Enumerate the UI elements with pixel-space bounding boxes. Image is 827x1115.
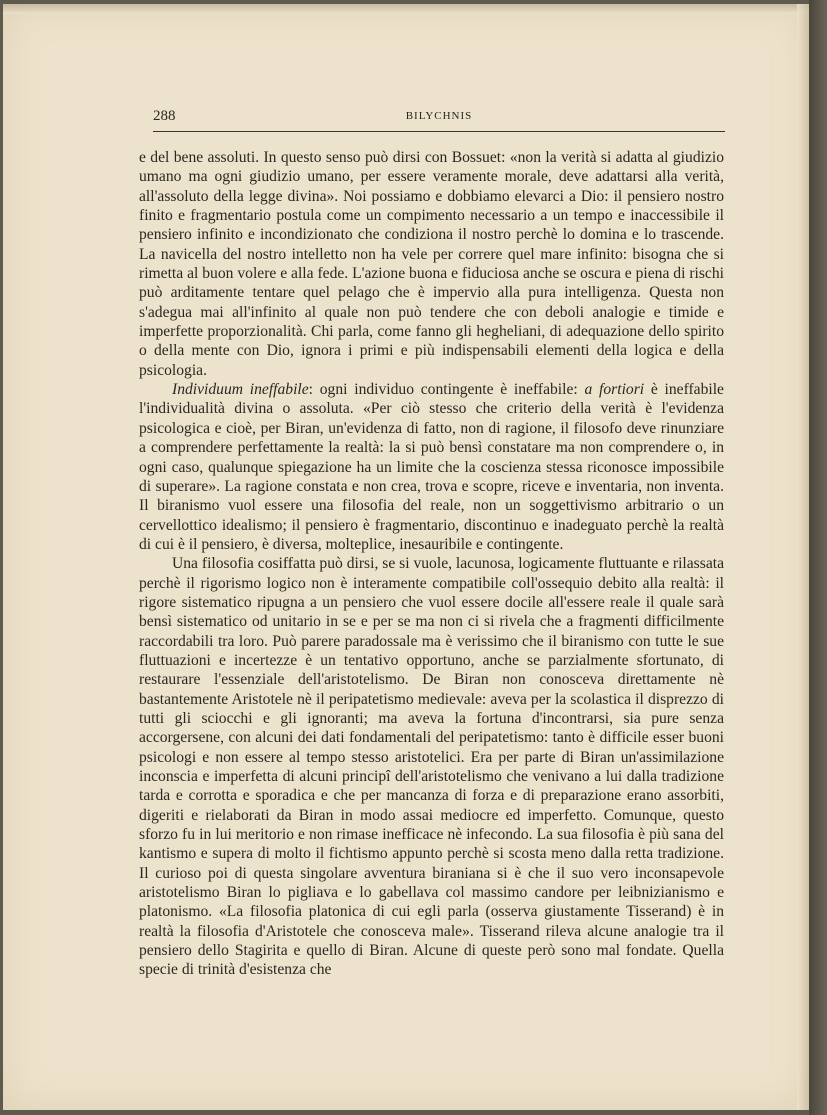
- page-header: [153, 108, 725, 130]
- book-spine-edge: [809, 0, 827, 1115]
- paragraph-2-text-a: : ogni individuo contingente è ineffabile:: [308, 381, 585, 399]
- page-top-shadow: [3, 4, 809, 14]
- paragraph-1: [139, 148, 724, 380]
- paragraph-3-text: Una filosofia cosiffatta può dirsi, se si vuole, lacunosa, logicamente fluttuante e rilassata perchè il rigorismo logico non è interamente compatibile coll'ossequio debito alla realtà: il rigore sistematico ripugna a un pensiero che vuol essere docile all'essere reale il quale sarà bensì sistematico od unitario in se e per se ma non ci si rivela che a fragmenti difficilmente raccordabili tra loro. Può parere paradossale ma è verissimo che il biranismo con tutte le sue fluttuazioni e incertezze è un tentativo opportuno, anche se parzialmente sfortunato, di restaurare l'essenziale dell'aristotelismo. De Biran non conosceva direttamente nè bastantemente Aristotele nè il peripatetismo medievale: aveva per la scolastica il disprezzo di tutti gli sciocchi e gli ignoranti; ma aveva la fortuna d'incontrarsi, sia pure senza accorgersene, con alcuni dei dati fondamentali del peripatetismo: tanto è difficile esser buoni psicologi e non essere al tempo stesso aristotelici. Era per parte di Biran un'assimilazione inconscia e imperfetta di alcuni principî dell'aristotelismo che venivano a lui dalla tradizione tarda e corrotta e sporadica e che per mancanza di forza e di preparazione erano assorbiti, digeriti e rielaborati da Biran in modo assai mediocre ed imperfetto. Comunque, questo sforzo fu in lui meritorio e non rimase inefficace nè infecondo. La sua filosofia è più sana del kantismo e supera di molto il fichtismo appunto perchè si scosta meno dalla retta tradizione. Il curioso poi di questa singolare avventura biraniana si è che il suo vero inconsapevole aristotelismo Biran lo pigliava e lo gabellava col massimo candore per leibnizianismo e platonismo. «La filosofia platonica di cui egli parla (osserva giustamente Tisserand) è in realtà la filosofia d'Aristotele che conosceva male». Tisserand rileva alcune analogie tra il pensiero dello Stagirita e quello di Biran. Alcune di queste però sono mal fondate. Quella specie di trinità d'esistenza che: [139, 555, 724, 979]
- paragraph-3: [139, 554, 724, 980]
- paragraph-2-italic-mid: a fortiori: [584, 381, 645, 399]
- paragraph-2: [139, 380, 724, 554]
- header-rule: [153, 131, 725, 132]
- paragraph-2-text-b: è ineffabile l'individualità divina o assoluta. «Per ciò stesso che criterio della verità è l'evidenza psicologica e cioè, per Biran, un'evidenza di fatto, non di ragione, il filosofo deve rinunziare a comprendere perfettamente la realtà: la si può bensì constatare ma non comprendere o, in ogni caso, qualunque spiegazione ha un limite che la coscienza stessa riconosce impossibile di superare». La ragione constata e non crea, trova e scopre, riceve e inventaria, non inventa. Il biranismo vuol essere una filosofia del reale, non un soggettivismo arbitrario o un cervellottico idealismo; il pensiero è fragmentario, discontinuo e inadeguato perchè la realtà di cui è il pensiero, è diversa, molteplice, inesauribile e contingente.: [139, 381, 724, 553]
- running-title: BILYCHNIS: [405, 110, 473, 122]
- paragraph-2-italic-lead: Individuum ineffabile: [172, 381, 309, 399]
- page-right-shadow: [797, 4, 809, 1110]
- body-text: [139, 148, 724, 980]
- paragraph-1-text: e del bene assoluti. In questo senso può dirsi con Bossuet: «non la verità si adatta al giudizio umano ma ogni giudizio umano, per essere veramente morale, deve adattarsi alla verità, all'assoluto della legge divina». Noi possiamo e dobbiamo elevarci a Dio: il pensiero nostro finito e fragmentario postula come un compimento necessario a un tempo e inaccessibile il pensiero infinito e incondizionato che condiziona il nostro perchè lo domina e lo trascende. La navicella del nostro intelletto non ha vele per correre quel mare infinito: bisogna che si rimetta al buon volere e alla fede. L'azione buona e fiduciosa anche se oscura e piena di rischi può arditamente tentare quel pelago che è impervio alla pura intelligenza. Questa non s'adegua mai all'infinito al quale non può tendere che con deboli analogie e timide e imperfette proporzionalità. Chi parla, come fanno gli hegheliani, di adequazione dello spirito o della mente con Dio, ignora i primi e più indispensabili elementi della logica e della psicologia.: [139, 149, 724, 379]
- page-number: 288: [153, 108, 176, 124]
